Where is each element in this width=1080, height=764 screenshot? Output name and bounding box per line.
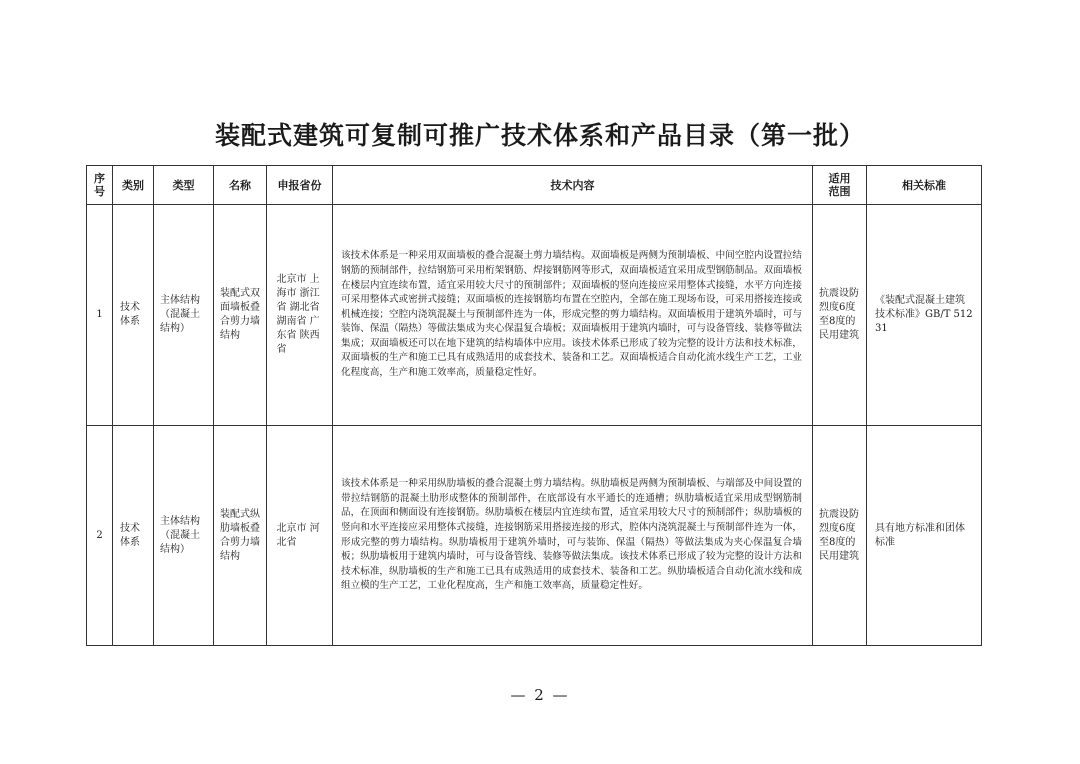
- row-scope-cell: [813, 205, 867, 426]
- row-standard-cell: [867, 426, 982, 646]
- document-title: 装配式建筑可复制可推广技术体系和产品目录（第一批）: [214, 121, 865, 150]
- row-name-cell: [214, 426, 267, 646]
- row-type: 主体结构（混凝土结构）: [160, 295, 200, 334]
- row-scope: 抗震设防烈度6度至8度的民用建筑: [819, 508, 859, 562]
- row-name: 装配式纵肋墙板叠合剪力墙结构: [220, 508, 260, 562]
- row-province-cell: [267, 426, 333, 646]
- row-standard-cell: [867, 205, 982, 426]
- row-content-cell: [333, 426, 813, 646]
- row-province: 北京市 上海市 浙江省 湖北省 湖南省 广东省 陕西省: [276, 274, 320, 355]
- row-type-cell: [154, 426, 214, 646]
- row-standard: 具有地方标准和团体标准: [875, 522, 965, 548]
- col-header-type: 类型: [154, 166, 214, 205]
- row-type-cell: [154, 205, 214, 426]
- row-category-cell: [113, 426, 154, 646]
- row-standard: 《装配式混凝土建筑技术标准》GB/T 51231: [875, 295, 973, 334]
- table-header-row: [87, 166, 982, 205]
- table-row: [87, 426, 982, 646]
- row-province-cell: [267, 205, 333, 426]
- col-header-province: 申报省份: [267, 166, 333, 205]
- col-header-content: 技术内容: [333, 166, 813, 205]
- row-content: 该技术体系是一种采用纵肋墙板的叠合混凝土剪力墙结构。纵肋墙板是两侧为预制墙板、与端部及中间设置的带拉结钢筋的混凝土肋形成整体的预制部件，在底部设有水平通长的连通槽；纵肋墙板适宜采用成型钢筋制品，在顶面和侧面设有连接钢筋。纵肋墙板在楼层内宜连续布置，适宜采用较大尺寸的预制部件；纵肋墙板的竖向和水平连接应采用整体式接缝，连接钢筋采用搭接连接的形式，腔体内浇筑混凝土与预制部件连为一体，形成完整的剪力墙结构。纵肋墙板用于建筑外墙时，可与装饰、保温（隔热）等做法集成为夹心保温复合墙板；纵肋墙板用于建筑内墙时，可与设备管线、装修等做法集成。该技术体系已形成了较为完整的设计方法和技术标准，纵肋墙板的生产和施工已具有成熟适用的成套技术、装备和工艺。纵肋墙板适合自动化流水线和成组立模的生产工艺，工业化程度高，生产和施工效率高，质量稳定性好。: [341, 478, 802, 592]
- col-header-standard: 相关标准: [867, 166, 982, 205]
- row-province: 北京市 河北省: [276, 522, 320, 548]
- row-content: 该技术体系是一种采用双面墙板的叠合混凝土剪力墙结构。双面墙板是两侧为预制墙板、中间空腔内设置拉结钢筋的预制部件，拉结钢筋可采用桁架钢筋、焊接钢筋网等形式，双面墙板适宜采用成型钢筋制品。双面墙板在楼层内宜连续布置，适宜采用较大尺寸的预制部件；双面墙板的竖向连接应采用整体式接缝，水平方向连接可采用整体式或密拼式接缝；双面墙板的连接钢筋均布置在空腔内，全部在施工现场布设，可采用搭接连接或机械连接；空腔内浇筑混凝土与预制部件连为一体，形成完整的剪力墙结构。双面墙板用于建筑外墙时，可与装饰、保温（隔热）等做法集成为夹心保温复合墙板；双面墙板用于建筑内墙时，可与设备管线、装修等做法集成；双面墙板还可以在地下建筑的结构墙体中应用。该技术体系已形成了较为完整的设计方法和技术标准，双面墙板的生产和施工已具有成熟适用的成套技术、装备和工艺。双面墙板适合自动化流水线生产工艺，工业化程度高，生产和施工效率高，质量稳定性好。: [341, 250, 802, 379]
- page-number: — 2 —: [510, 686, 570, 704]
- col-header-name: 名称: [214, 166, 267, 205]
- row-category-cell: [113, 205, 154, 426]
- col-header-category: 类别: [113, 166, 154, 205]
- col-header-scope: 适用 范围: [813, 166, 867, 205]
- catalog-table: [86, 165, 982, 646]
- row-index: 1: [87, 205, 113, 426]
- row-name-cell: [214, 205, 267, 426]
- col-header-index: 序 号: [87, 166, 113, 205]
- row-name: 装配式双面墙板叠合剪力墙结构: [220, 288, 260, 341]
- row-type: 主体结构（混凝土结构）: [160, 515, 200, 555]
- row-category: 技术体系: [120, 302, 140, 327]
- table-row: [87, 205, 982, 426]
- row-scope-cell: [813, 426, 867, 646]
- row-content-cell: [333, 205, 813, 426]
- row-index: 2: [87, 426, 113, 646]
- row-category: 技术体系: [120, 522, 140, 548]
- row-scope: 抗震设防烈度6度至8度的民用建筑: [819, 288, 859, 341]
